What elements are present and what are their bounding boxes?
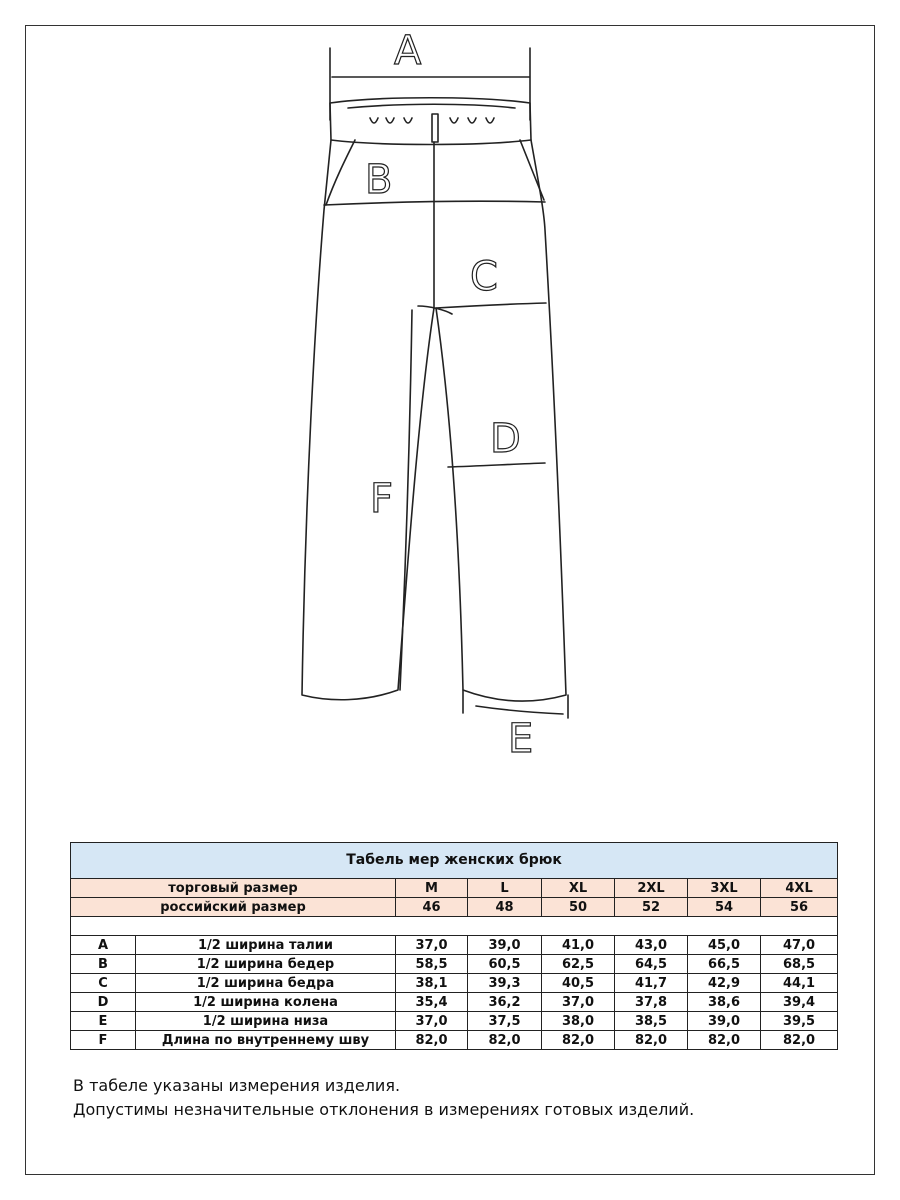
row-code: E xyxy=(71,1012,136,1031)
label-b: B xyxy=(365,157,393,203)
trade-size-row xyxy=(71,879,838,898)
table-cell: 66,5 xyxy=(688,955,761,974)
table-cell: 46 xyxy=(396,898,468,917)
row-label: 1/2 ширина бедер xyxy=(136,955,396,974)
russian-size-label: российский размер xyxy=(71,898,396,917)
table-cell: 41,0 xyxy=(542,936,615,955)
label-f: F xyxy=(370,476,394,522)
note-line-1: В табеле указаны измерения изделия. xyxy=(73,1076,401,1095)
knee-line-d xyxy=(448,463,545,467)
table-cell: 4XL xyxy=(761,879,838,898)
russian-size-row xyxy=(71,898,838,917)
row-label: Длина по внутреннему шву xyxy=(136,1031,396,1050)
table-row xyxy=(71,1031,838,1050)
trade-size-label: торговый размер xyxy=(71,879,396,898)
table-cell: 37,8 xyxy=(615,993,688,1012)
table-cell: XL xyxy=(542,879,615,898)
table-cell: 82,0 xyxy=(468,1031,542,1050)
waistband-inner xyxy=(348,104,515,108)
table-cell: 44,1 xyxy=(761,974,838,993)
row-code: B xyxy=(71,955,136,974)
waistband-center-loop xyxy=(432,114,438,142)
row-code: C xyxy=(71,974,136,993)
table-cell: 38,6 xyxy=(688,993,761,1012)
table-cell: L xyxy=(468,879,542,898)
table-cell: 40,5 xyxy=(542,974,615,993)
table-cell: 38,0 xyxy=(542,1012,615,1031)
table-cell: 39,0 xyxy=(468,936,542,955)
table-cell: 38,5 xyxy=(615,1012,688,1031)
inseam-line-f xyxy=(400,310,412,690)
note-line-2: Допустимы незначительные отклонения в измерениях готовых изделий. xyxy=(73,1100,695,1119)
table-cell: 39,3 xyxy=(468,974,542,993)
table-cell: 82,0 xyxy=(615,1031,688,1050)
table-cell: 39,4 xyxy=(761,993,838,1012)
table-title-row xyxy=(71,843,838,879)
size-table xyxy=(70,842,838,1050)
row-label: 1/2 ширина низа xyxy=(136,1012,396,1031)
table-cell: 39,0 xyxy=(688,1012,761,1031)
table-cell: 54 xyxy=(688,898,761,917)
row-code: A xyxy=(71,936,136,955)
table-cell: 41,7 xyxy=(615,974,688,993)
table-cell: 37,0 xyxy=(396,936,468,955)
table-title: Табель мер женских брюк xyxy=(71,843,838,879)
table-cell: 36,2 xyxy=(468,993,542,1012)
table-cell: 62,5 xyxy=(542,955,615,974)
table-cell: 45,0 xyxy=(688,936,761,955)
table-cell: 82,0 xyxy=(542,1031,615,1050)
table-cell: 58,5 xyxy=(396,955,468,974)
row-label: 1/2 ширина талии xyxy=(136,936,396,955)
table-cell: 43,0 xyxy=(615,936,688,955)
table-cell: 35,4 xyxy=(396,993,468,1012)
table-cell: 64,5 xyxy=(615,955,688,974)
table-cell: 48 xyxy=(468,898,542,917)
table-cell: 50 xyxy=(542,898,615,917)
table-cell: 60,5 xyxy=(468,955,542,974)
dimension-a-line xyxy=(330,48,530,120)
table-cell: 3XL xyxy=(688,879,761,898)
row-label: 1/2 ширина колена xyxy=(136,993,396,1012)
label-a: A xyxy=(394,28,422,74)
table-cell: 37,5 xyxy=(468,1012,542,1031)
table-cell: 56 xyxy=(761,898,838,917)
label-c: C xyxy=(470,254,498,300)
table-cell: 37,0 xyxy=(396,1012,468,1031)
table-cell: 47,0 xyxy=(761,936,838,955)
table-row xyxy=(71,936,838,955)
table-row xyxy=(71,955,838,974)
table-cell: M xyxy=(396,879,468,898)
row-label: 1/2 ширина бедра xyxy=(136,974,396,993)
table-cell: 82,0 xyxy=(396,1031,468,1050)
row-code: D xyxy=(71,993,136,1012)
table-cell: 38,1 xyxy=(396,974,468,993)
label-e: E xyxy=(508,716,534,762)
spacer-row xyxy=(71,917,838,936)
table-row xyxy=(71,1012,838,1031)
pants-outline-left xyxy=(302,140,434,700)
table-cell: 2XL xyxy=(615,879,688,898)
table-cell: 42,9 xyxy=(688,974,761,993)
table-cell: 52 xyxy=(615,898,688,917)
label-d: D xyxy=(490,416,521,462)
table-cell: 82,0 xyxy=(688,1031,761,1050)
table-cell: 68,5 xyxy=(761,955,838,974)
row-code: F xyxy=(71,1031,136,1050)
table-cell: 39,5 xyxy=(761,1012,838,1031)
dimension-e-line xyxy=(463,690,568,718)
table-row xyxy=(71,974,838,993)
table-cell: 37,0 xyxy=(542,993,615,1012)
table-cell: 82,0 xyxy=(761,1031,838,1050)
table-row xyxy=(71,993,838,1012)
